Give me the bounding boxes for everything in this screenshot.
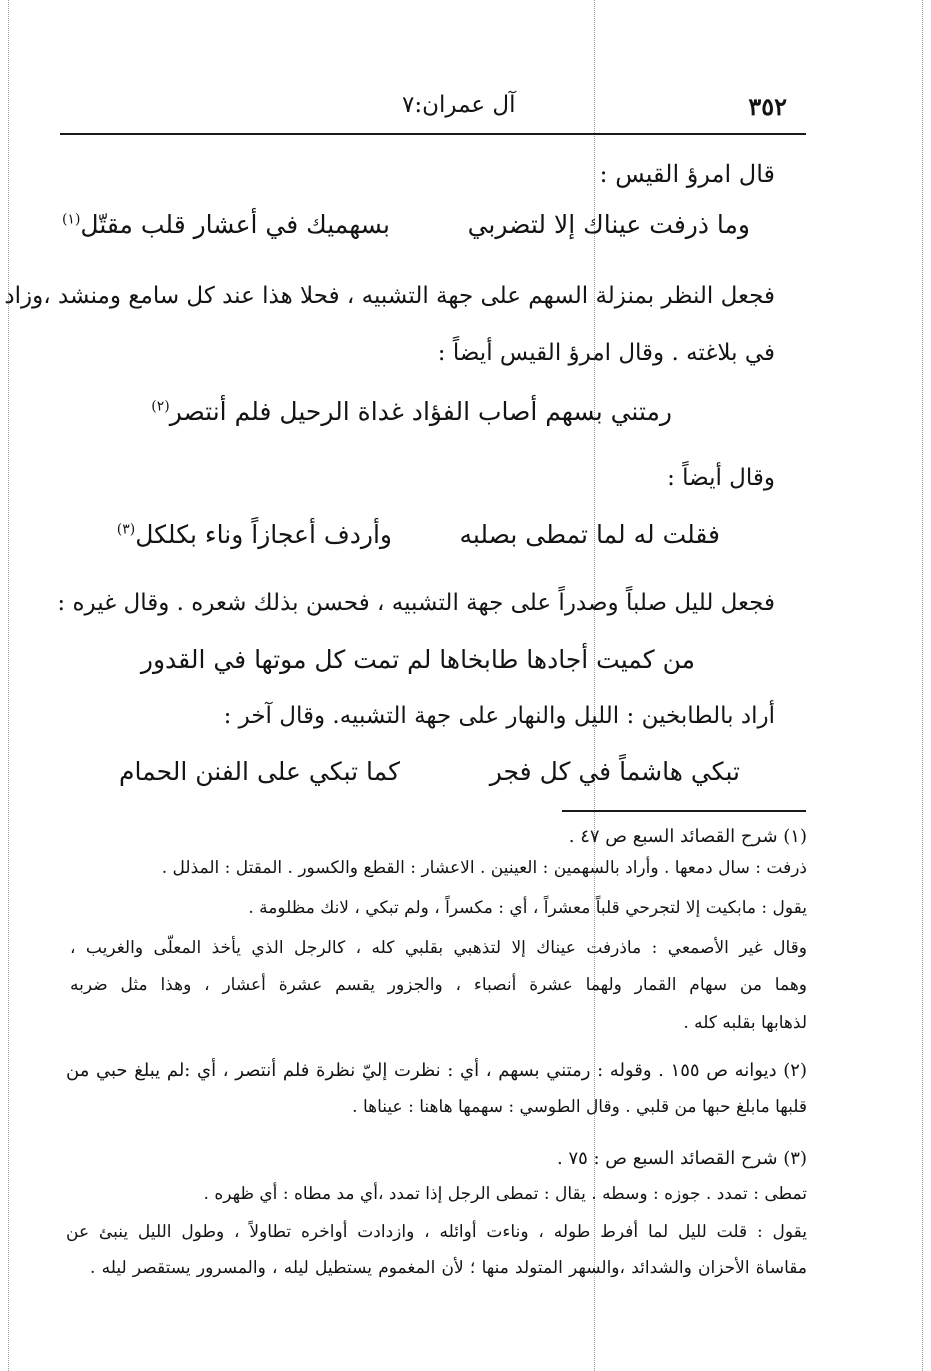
footnote-1-line-5: لذهابها بقلبه كله . (683, 1013, 807, 1033)
footnote-ref-3: (٣) (116, 521, 136, 538)
verse-1 (61, 210, 750, 250)
verse-3-first-hemistich: فقلت له لما تمطى بصلبه (459, 520, 720, 549)
page-number: ٣٥٢ (748, 92, 787, 121)
footnote-ref-1: (١) (61, 211, 81, 228)
verse-5-second-hemistich: كما تبكي على الفنن الحمام (119, 757, 400, 786)
verse-2-text: رمتني بسهم أصاب الفؤاد غداة الرحيل فلم أنتصر (169, 397, 672, 426)
footnote-ref-2: (٢) (151, 398, 170, 415)
footnote-3-source: (٣) شرح القصائد السبع ص : ٧٥ . (556, 1148, 807, 1169)
verse-3 (116, 520, 720, 560)
intro-line-1: قال امرؤ القيس : (599, 160, 775, 188)
footnote-1-line-1: ذرفت : سال دمعها . وأراد بالسهمين : العينين . الاعشار : القطع والكسور . المقتل : المذلل . (161, 858, 807, 878)
verse-5 (119, 757, 740, 797)
paragraph-3: أراد بالطابخين : الليل والنهار على جهة التشبيه. وقال آخر : (223, 703, 775, 729)
footnote-1-line-2: يقول : مابكيت إلا لتجرحي قلباً معشراً ، أي : مكسراً ، ولم تبكي ، لانك مظلومة . (248, 898, 807, 918)
paragraph-1-line-1: فجعل النظر بمنزلة السهم على جهة التشبيه ، فحلا هذا عند كل سامع ومنشد ،وزاد (4, 283, 775, 309)
footnote-3-line-1: تمطى : تمدد . جوزه : وسطه . يقال : تمطى الرجل إذا تمدد ،أي مد مطاه : أي ظهره . (203, 1184, 807, 1204)
intro-line-3: وقال أيضاً : (667, 465, 775, 491)
verse-2 (151, 397, 672, 426)
verse-1-first-hemistich: وما ذرفت عيناك إلا لتضربي (467, 210, 750, 239)
gutter-line-left (8, 0, 9, 1371)
footnote-rule (562, 810, 806, 812)
footnote-1-line-4: وهما من سهام القمار ولهما عشرة أنصباء ، والجزور يقسم عشرة أعشار ، وهذا مثل ضربه (70, 975, 807, 995)
page-header (60, 88, 805, 126)
verse-1-second-hemistich (62, 210, 390, 239)
verse-5-first-hemistich: تبكي هاشماً في كل فجر (489, 757, 740, 786)
footnote-3-line-2: يقول : قلت لليل لما أفرط طوله ، وناءت أوائله ، وازدادت أواخره تطاولاً ، وطول الليل ينبئ عن (66, 1222, 807, 1242)
footnote-2-line-2: قلبها مابلغ حبها من قلبي . وقال الطوسي : سهمها هاهنا : عيناها . (352, 1097, 807, 1117)
footnote-3-line-3: مقاساة الأحزان والشدائد ،والسهر المتولد منها ؛ لأن المغموم يستطيل ليله ، والمسرور يستقصر ليله . (90, 1258, 807, 1278)
footnote-2-line-1: (٢) ديوانه ص ١٥٥ . وقوله : رمتني بسهم ، أي : نظرت إليّ نظرة فلم أنتصر ، أي :لم يبلغ حبي من (66, 1060, 807, 1081)
verse-4: من كميت أجادها طابخاها لم تمت كل موتها في القدور (140, 645, 695, 674)
paragraph-1-line-2: في بلاغته . وقال امرؤ القيس أيضاً : (437, 340, 775, 366)
verse-1-second-text: بسهميك في أعشار قلب مقتّل (80, 210, 390, 239)
running-title: آل عمران:٧ (402, 92, 516, 118)
gutter-line-right (922, 0, 923, 1371)
verse-3-second-text: وأردف أعجازاً وناء بكلكل (135, 520, 392, 549)
footnote-1-source: (١) شرح القصائد السبع ص ٤٧ . (568, 826, 807, 847)
footnote-1-line-3: وقال غير الأصمعي : ماذرفت عيناك إلا لتذهبي بقلبي كله ، كالرجل الذي يأخذ المعلّى والغريب ، (70, 938, 807, 958)
paragraph-2: فجعل لليل صلباً وصدراً على جهة التشبيه ، فحسن بذلك شعره . وقال غيره : (57, 590, 775, 616)
verse-3-second-hemistich (117, 520, 392, 549)
header-rule (60, 133, 806, 135)
